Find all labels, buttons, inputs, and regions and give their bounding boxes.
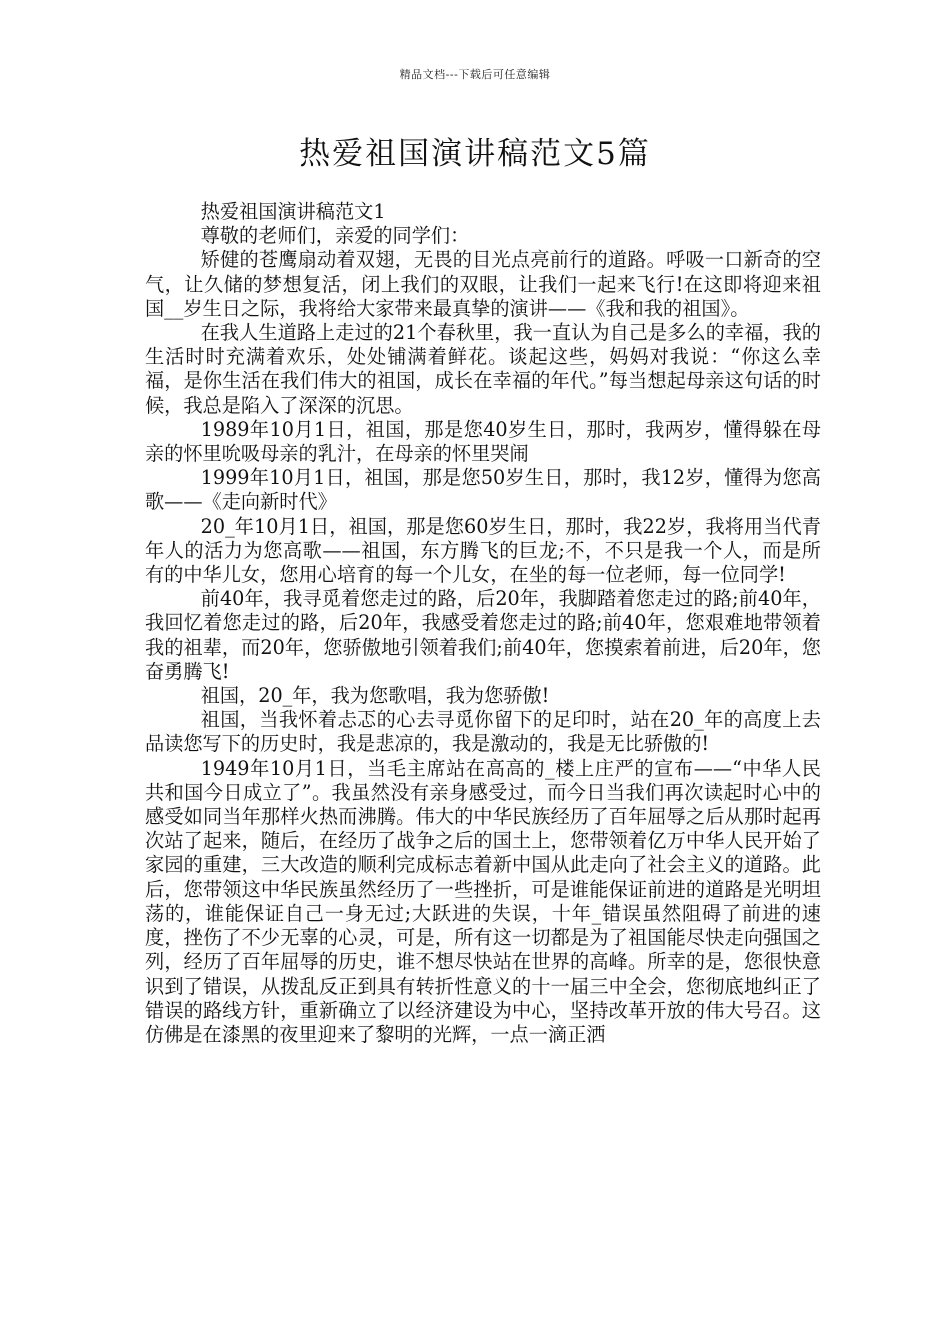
paragraph: 在我人生道路上走过的21个春秋里，我一直认为自己是多么的幸福，我的生活时时充满着欢乐，处处铺满着鲜花。谈起这些，妈妈对我说：“你这么幸福，是你生活在我们伟大的祖国，成长在幸福的年代。”每当想起母亲这句话的时候，我总是陷入了深深的沉思。 [145,321,821,417]
paragraph: 祖国，20_年，我为您歌唱，我为您骄傲! [200,684,550,708]
salutation: 尊敬的老师们，亲爱的同学们： [200,224,470,248]
document-body [145,200,821,1047]
paragraph: 祖国，当我怀着忐忑的心去寻觅你留下的足印时，站在20_年的高度上去品读您写下的历史时，我是悲凉的，我是激动的，我是无比骄傲的! [145,708,821,756]
paragraph: 1949年10月1日，当毛主席站在高高的_楼上庄严的宣布——“中华人民共和国今日成立了”。我虽然没有亲身感受过，而今日当我们再次读起时心中的感受如同当年那样火热而沸腾。伟大的中华民族经历了百年屈辱之后从那时起再次站了起来，随后，在经历了战争之后的国土上，您带领着亿万中华人民开始了家园的重建，三大改造的顺利完成标志着新中国从此走向了社会主义的道路。此后，您带领这中华民族虽然经历了一些挫折，可是谁能保证前进的道路是光明坦荡的，谁能保证自己一身无过;大跃进的失误，十年_错误虽然阻碍了前进的速度，挫伤了不少无辜的心灵，可是，所有这一切都是为了祖国能尽快走向强国之列，经历了百年屈辱的历史，谁不想尽快站在世界的高峰。所幸的是，您很快意识到了错误，从拨乱反正到具有转折性意义的十一届三中全会，您彻底地纠正了错误的路线方针，重新确立了以经济建设为中心，坚持改革开放的伟大号召。这仿佛是在漆黑的夜里迎来了黎明的光辉，一点一滴正洒 [145,756,821,1046]
paragraph: 矫健的苍鹰扇动着双翅，无畏的目光点亮前行的道路。呼吸一口新奇的空气，让久储的梦想复活，闭上我们的双眼，让我们一起来飞行!在这即将迎来祖国__岁生日之际，我将给大家带来最真挚的演讲——《我和我的祖国》。 [145,248,821,320]
paragraph: 前40年，我寻觅着您走过的路，后20年，我脚踏着您走过的路;前40年，我回忆着您走过的路，后20年，我感受着您走过的路;前40年，您艰难地带领着我的祖辈，而20年，您骄傲地引领着我们;前40年，您摸索着前进，后20年，您奋勇腾飞! [145,587,821,683]
paragraph: 1999年10月1日，祖国，那是您50岁生日，那时，我12岁，懂得为您高歌——《走向新时代》 [145,466,821,514]
paragraph: 1989年10月1日，祖国，那是您40岁生日，那时，我两岁，懂得躲在母亲的怀里吮吸母亲的乳汁，在母亲的怀里哭闹 [145,417,821,466]
document-title: 热爱祖国演讲稿范文5篇 [299,136,651,172]
paragraph: 20_年10月1日，祖国，那是您60岁生日，那时，我22岁，我将用当代青年人的活力为您高歌——祖国，东方腾飞的巨龙;不，不只是我一个人，而是所有的中华儿女，您用心培育的每一个儿女，在坐的每一位老师，每一位同学! [145,514,821,587]
section-heading: 热爱祖国演讲稿范文1 [200,200,386,223]
header-note: 精品文档---下载后可任意编辑 [399,68,551,81]
